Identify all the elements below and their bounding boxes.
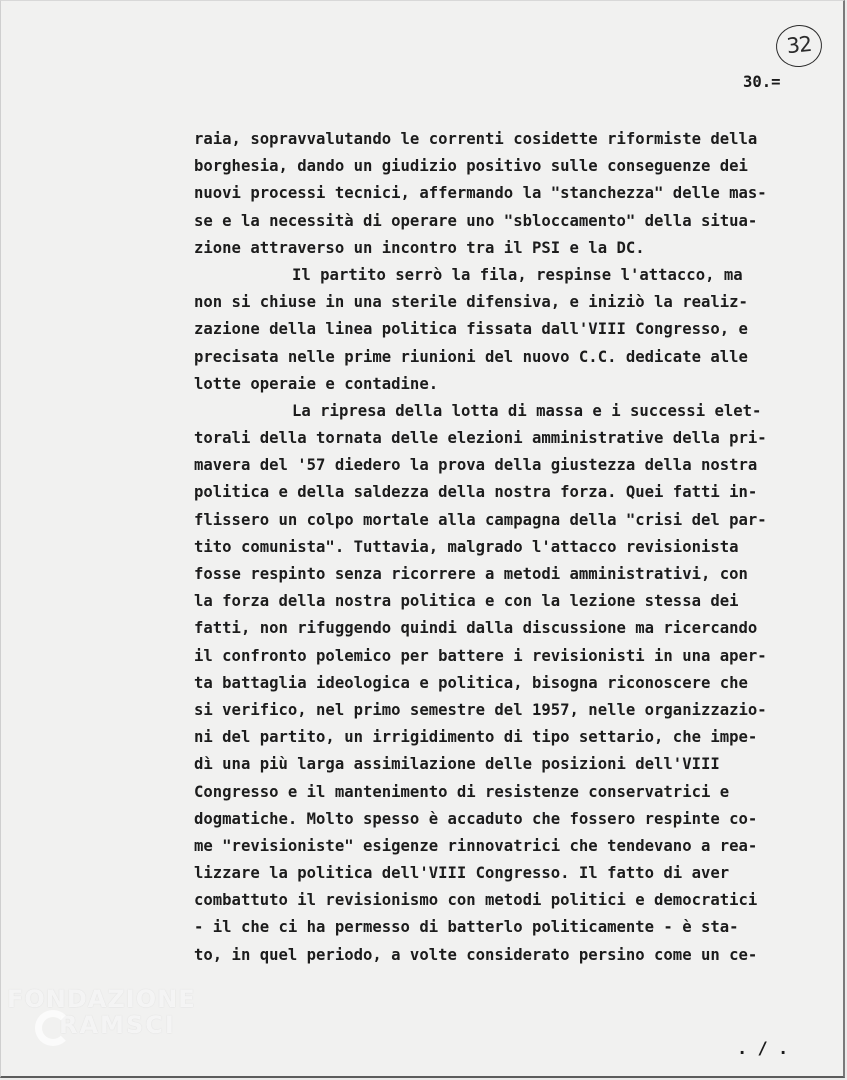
text-line: lotte operaie e contadine.: [194, 374, 439, 393]
archive-number-stamp: 32: [774, 23, 824, 70]
text-line: politica e della saldezza della nostra forza. Quei fatti in-: [194, 483, 758, 502]
text-line: non si chiuse in una sterile difensiva, e iniziò la realiz-: [194, 293, 748, 312]
text-line: se e la necessità di operare uno "sbloccamento" della situa-: [194, 211, 758, 230]
text-line: me "revisioniste" esigenze rinnovatrici che tendevano a rea-: [194, 836, 758, 855]
text-line: mavera del '57 diedero la prova della giustezza della nostra: [194, 456, 758, 475]
text-line: dì una più larga assimilazione delle posizioni dell'VIII: [194, 755, 720, 774]
text-line: Il partito serrò la fila, respinse l'attacco, ma: [292, 265, 743, 284]
text-line: borghesia, dando un giudizio positivo sulle conseguenze dei: [194, 157, 748, 176]
text-line: Congresso e il mantenimento di resistenze conservatrici e: [194, 782, 730, 801]
text-line: torali della tornata delle elezioni amministrative della pri-: [194, 429, 767, 448]
text-line: ta battaglia ideologica e politica, bisogna riconoscere che: [194, 673, 748, 692]
text-line: si verifico, nel primo semestre del 1957, nelle organizzazio-: [194, 700, 767, 719]
watermark-line-2: RAMSCI: [59, 1011, 176, 1039]
text-line: flissero un colpo mortale alla campagna della "crisi del par-: [194, 510, 767, 529]
text-line: zazione della linea politica fissata dall'VIII Congresso, e: [194, 320, 748, 339]
text-line: raia, sopravvalutando le correnti cosidette riformiste della: [194, 130, 758, 148]
page-number: 30.=: [743, 73, 781, 91]
text-line: dogmatiche. Molto spesso è accaduto che fossero respinte co-: [194, 809, 758, 828]
text-line: fosse respinto senza ricorrere a metodi amministrativi, con: [194, 565, 748, 583]
text-line: lizzare la politica dell'VIII Congresso. Il fatto di aver: [194, 864, 730, 883]
watermark-g-logo-icon: [35, 1010, 71, 1046]
text-line: La ripresa della lotta di massa e i successi elet-: [292, 401, 762, 420]
text-line: zione attraverso un incontro tra il PSI e la DC.: [194, 238, 645, 257]
text-line: to, in quel periodo, a volte considerato persino come un ce-: [194, 945, 758, 964]
text-line: fatti, non rifuggendo quindi dalla discussione ma ricercando: [194, 619, 758, 638]
text-line: precisata nelle prime riunioni del nuovo C.C. dedicate alle: [194, 347, 748, 366]
watermark-line-1: FONDAZIONE: [7, 985, 196, 1013]
text-line: tito comunista". Tuttavia, malgrado l'attacco revisionista: [194, 537, 739, 556]
text-line: combattuto il revisionismo con metodi politici e democratici: [194, 891, 758, 910]
text-line: nuovi processi tecnici, affermando la "stanchezza" delle mas-: [194, 184, 767, 203]
watermark-fondazione-gramsci: [7, 986, 196, 1038]
text-line: la forza della nostra politica e con la lezione stessa dei: [194, 592, 739, 611]
text-line: il confronto polemico per battere i revisionisti in una aper-: [194, 646, 767, 665]
continuation-mark: . / .: [737, 1039, 789, 1059]
typewritten-body: [194, 126, 814, 969]
text-line: - il che ci ha permesso di batterlo politicamente - è sta-: [194, 918, 739, 937]
text-line: ni del partito, un irrigidimento di tipo settario, che impe-: [194, 728, 758, 747]
